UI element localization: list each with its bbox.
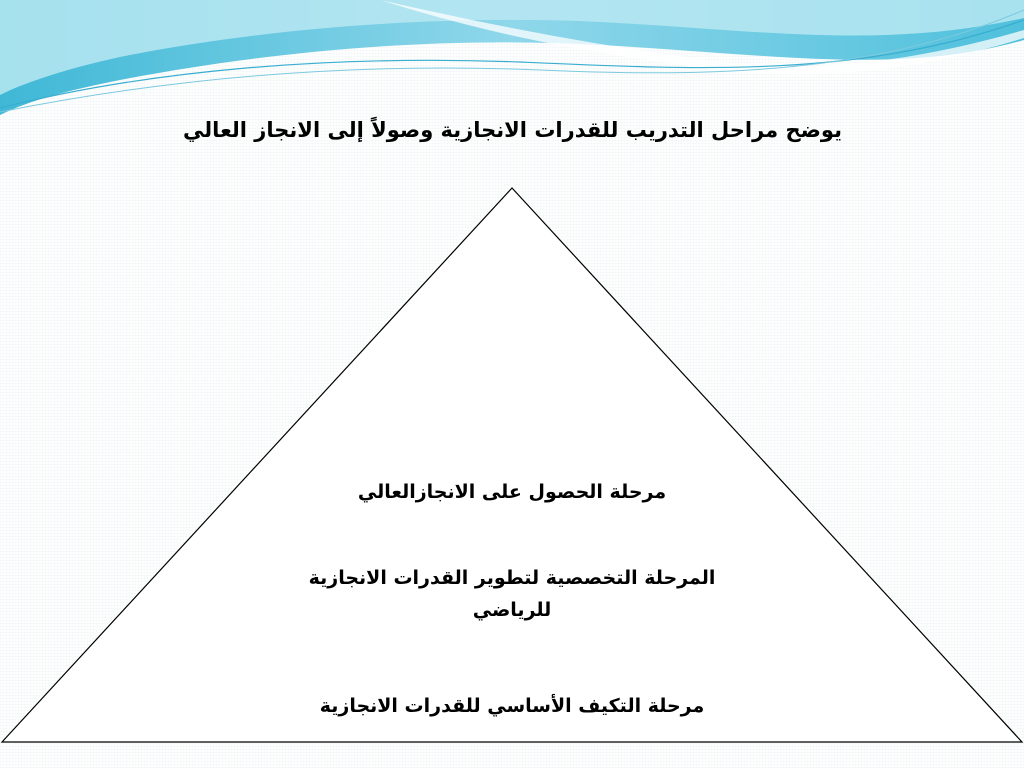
slide-title: يوضح مراحل التدريب للقدرات الانجازية وصولاً إلى الانجاز العالي bbox=[183, 118, 842, 142]
pyramid-stage-middle: المرحلة التخصصية لتطوير القدرات الانجازية للرياضي bbox=[308, 567, 716, 621]
pyramid-stage-top: مرحلة الحصول على الانجازالعالي bbox=[357, 481, 667, 503]
pyramid-stage-bottom: مرحلة التكيف الأساسي للقدرات الانجازية bbox=[319, 695, 705, 717]
pyramid-triangle bbox=[2, 188, 1022, 742]
